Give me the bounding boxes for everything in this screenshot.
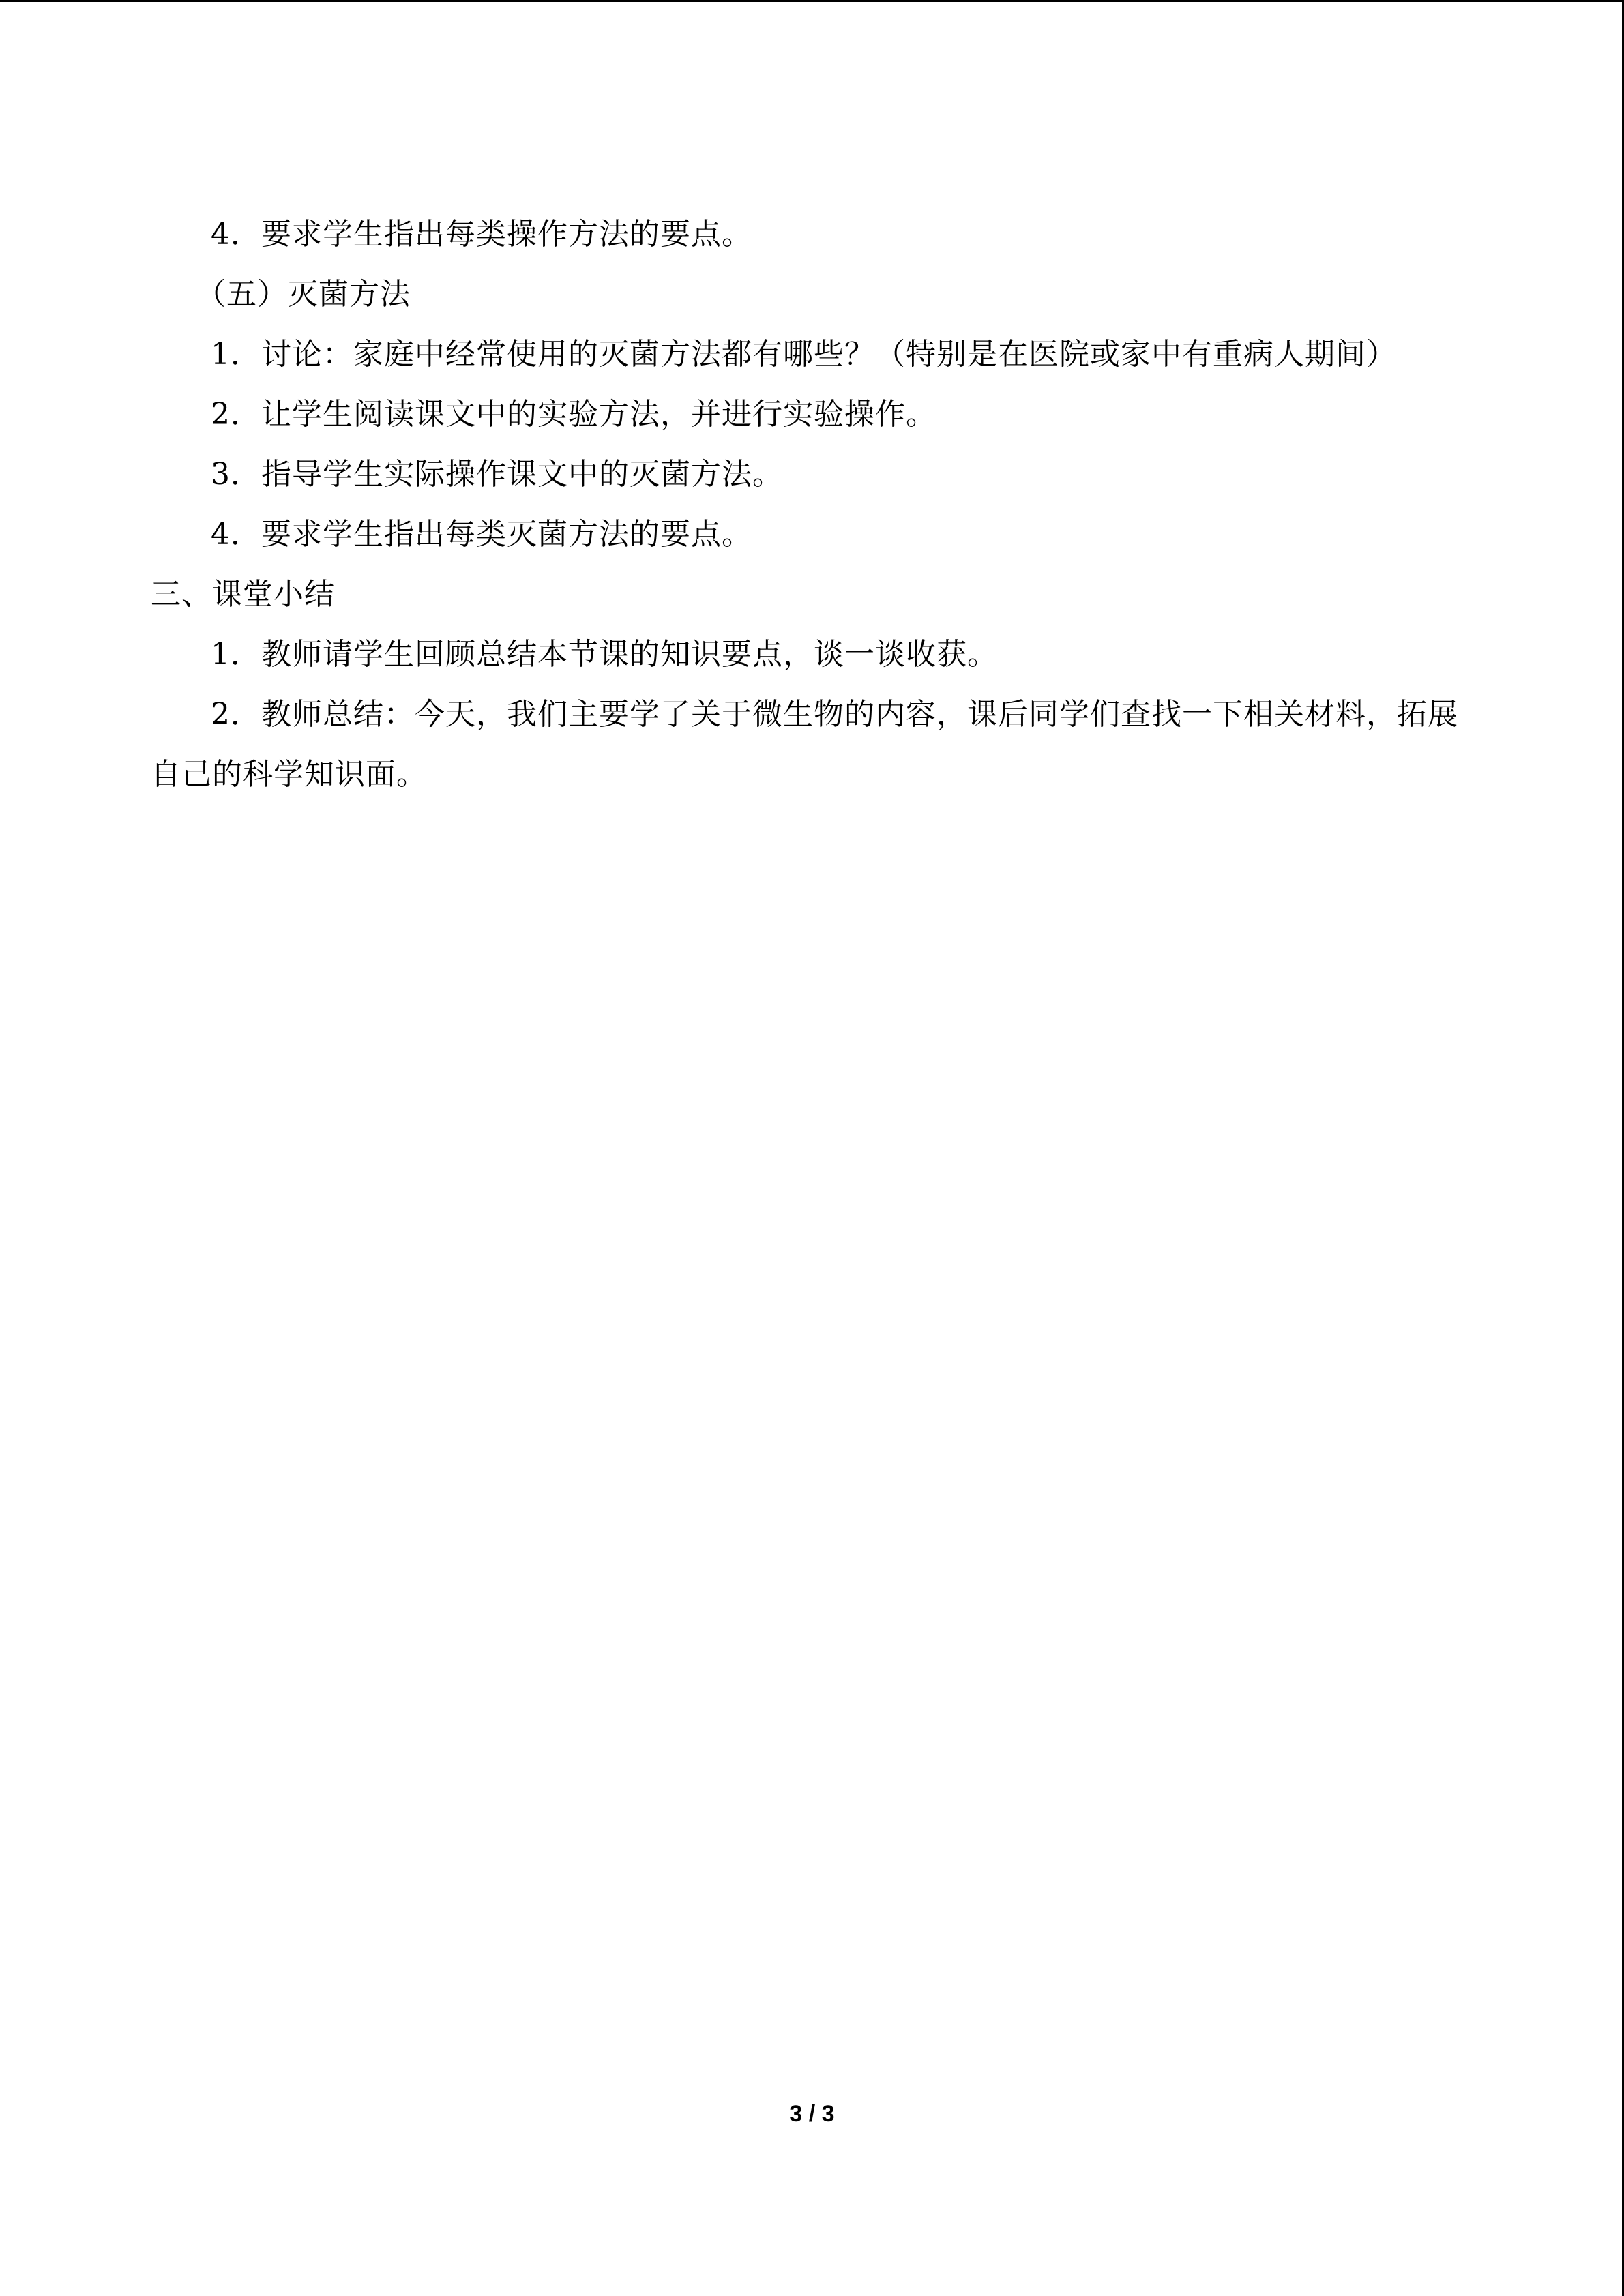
list-item-operation-points: 4．要求学生指出每类操作方法的要点。 [211,217,752,252]
list-item-read-experiment: 2．让学生阅读课文中的实验方法，并进行实验操作。 [211,397,936,432]
section-heading-sterilization-methods: （五）灭菌方法 [196,277,411,312]
list-item-discussion: 1．讨论：家庭中经常使用的灭菌方法都有哪些？（特别是在医院或家中有重病人期间） [211,337,1397,372]
list-item-teacher-summary: 2．教师总结：今天，我们主要学了关于微生物的内容，课后同学们查找一下相关材料，拓展自己的科学知识面。 [151,697,1458,792]
list-item-review-summary: 1．教师请学生回顾总结本节课的知识要点，谈一谈收获。 [211,637,998,672]
page-number: 3 / 3 [789,2101,835,2127]
section-heading-class-summary: 三、课堂小结 [151,577,335,612]
document-body [151,205,1481,805]
list-item-sterilization-points: 4．要求学生指出每类灭菌方法的要点。 [211,517,752,552]
list-item-guide-practice: 3．指导学生实际操作课文中的灭菌方法。 [211,457,783,492]
